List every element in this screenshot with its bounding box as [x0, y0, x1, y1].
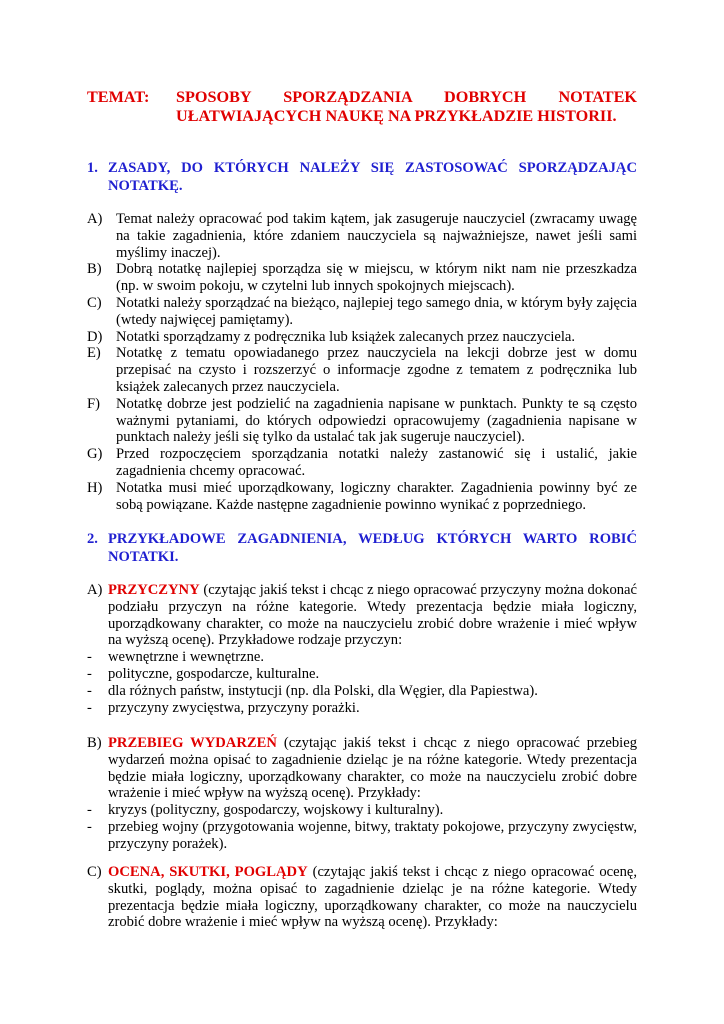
list-item	[87, 211, 637, 261]
list-item-marker: D)	[87, 328, 103, 345]
section-1-list	[87, 211, 637, 513]
dash-item	[87, 802, 637, 819]
list-item-marker: E)	[87, 345, 101, 362]
list-item-text: Notatkę z tematu opowiadanego przez nauczyciela na lekcji dobrze jest w domu przepisać na czysto i rozszerzyć o informacje zgodne z tematem z podręcznika lub książek zalecanych przez nauczyciela.	[116, 345, 637, 395]
block-assessment	[87, 864, 637, 931]
dash-item	[87, 683, 637, 700]
list-item-text: Dobrą notatkę najlepiej sporządza się w miejscu, w którym nikt nam nie przeszkadza (np. w swoim pokoju, w czytelni lub innych spokojnych miejscach).	[116, 261, 637, 295]
block-letter: C)	[87, 864, 102, 880]
block-letter: A)	[87, 582, 103, 598]
dash-marker: -	[87, 802, 92, 819]
dash-marker: -	[87, 665, 92, 682]
dash-item-text: polityczne, gospodarcze, kulturalne.	[108, 665, 320, 682]
section-1-heading-text: ZASADY, DO KTÓRYCH NALEŻY SIĘ ZASTOSOWAĆ SPORZĄDZAJĄC NOTATKĘ.	[108, 160, 637, 194]
block-paragraph	[108, 582, 637, 649]
section-2-number: 2.	[87, 531, 98, 547]
dash-item-text: wewnętrzne i wewnętrzne.	[108, 649, 264, 666]
block-text: (czytając jakiś tekst i chcąc z niego opracować przebieg wydarzeń można opisać to zagadnienie dzieląc je na różne kategorie. Wtedy prezentacja będzie miała logiczny, uporządkowany charakter, co może na nauczycielu zrobić dobre wrażenie i mieć wpływ na wyższą ocenę). Przykłady:	[108, 735, 637, 802]
list-item	[87, 329, 637, 346]
block-paragraph	[108, 864, 637, 931]
list-item-text: Notatki sporządzamy z podręcznika lub książek zalecanych przez nauczyciela.	[116, 328, 576, 345]
block-keyword: PRZYCZYNY	[108, 582, 200, 598]
block-paragraph	[108, 735, 637, 802]
list-item	[87, 480, 637, 514]
list-item-marker: H)	[87, 479, 103, 496]
dash-item-text: dla różnych państw, instytucji (np. dla Polski, dla Węgier, dla Papiestwa).	[108, 682, 538, 699]
list-item-marker: G)	[87, 446, 103, 463]
block-text: (czytając jakiś tekst i chcąc z niego opracować przyczyny można dokonać podziału przyczyn na różne kategorie. Wtedy prezentacja będzie miała logiczny, uporządkowany charakter, co może na nauczycielu zrobić dobre wrażenie i mieć wpływ na wyższą ocenę). Przykładowe rodzaje przyczyn:	[108, 582, 637, 649]
list-item-text: Notatki należy sporządzać na bieżąco, najlepiej tego samego dnia, w którym były zajęcia (wtedy najwięcej pamiętamy).	[116, 294, 637, 328]
block-causes	[87, 582, 637, 716]
list-item-text: Przed rozpoczęciem sporządzania notatki należy zastanowić się i ustalić, jakie zagadnienia chcemy opracować.	[116, 446, 637, 479]
title-label: TEMAT:	[87, 88, 150, 106]
list-item-text: Notatkę dobrze jest podzielić na zagadnienia napisane w punktach. Punkty te są często ważnymi pytaniami, do których odpowiedzi opracowujemy (zagadnienia napisane w punktach należy jeśli się tylko da ustalać tak jak sugeruje nauczyciel).	[116, 395, 637, 446]
list-item	[87, 396, 637, 446]
block-keyword: PRZEBIEG WYDARZEŃ	[108, 735, 277, 751]
list-item-marker: F)	[87, 395, 100, 412]
dash-item	[87, 666, 637, 683]
dash-marker: -	[87, 649, 92, 666]
list-item	[87, 345, 637, 395]
block-body	[108, 582, 637, 649]
list-item	[87, 295, 637, 329]
dash-marker: -	[87, 699, 92, 716]
section-1-heading	[87, 160, 637, 195]
list-item-marker: C)	[87, 294, 102, 311]
block-course-of-events	[87, 735, 637, 853]
dash-marker: -	[87, 682, 92, 699]
list-item	[87, 261, 637, 295]
dash-item	[87, 649, 637, 666]
block-letter: B)	[87, 735, 102, 751]
list-item-marker: A)	[87, 211, 103, 227]
list-item-text: Notatka musi mieć uporządkowany, logiczny charakter. Zagadnienia powinny być ze sobą powiązane. Każde następne zagadnienie powinno wynikać z poprzedniego.	[116, 479, 637, 513]
list-item-text: Temat należy opracować pod takim kątem, jak zasugeruje nauczyciel (zwracamy uwagę na takie zagadnienia, które zdaniem nauczyciela są najważniejsze, nawet jeśli sami myślimy inaczej).	[116, 211, 637, 261]
list-item-marker: B)	[87, 261, 102, 278]
dash-item	[87, 819, 637, 853]
section-2-heading	[87, 531, 637, 566]
dash-item	[87, 700, 637, 717]
list-item	[87, 446, 637, 480]
block-body	[108, 735, 637, 802]
block-body	[108, 864, 637, 931]
section-1-number: 1.	[87, 160, 98, 176]
block-keyword: OCENA, SKUTKI, POGLĄDY	[108, 864, 308, 880]
block-text: (czytając jakiś tekst i chcąc z niego opracować ocenę, skutki, poglądy, można opisać to zagadnienie dzieląc je na różne kategorie. Wtedy prezentacja będzie miała logiczny, uporządkowany charakter, co może na nauczycielu zrobić dobre wrażenie i mieć wpływ na wyższą ocenę). Przykłady:	[108, 864, 637, 931]
section-2-heading-text: PRZYKŁADOWE ZAGADNIENIA, WEDŁUG KTÓRYCH WARTO ROBIĆ NOTATKI.	[108, 531, 637, 565]
dash-item-text: kryzys (polityczny, gospodarczy, wojskowy i kulturalny).	[108, 802, 444, 819]
dash-item-text: przyczyny zwycięstwa, przyczyny porażki.	[108, 699, 360, 716]
dash-marker: -	[87, 818, 92, 835]
title-text: SPOSOBY SPORZĄDZANIA DOBRYCH NOTATEK UŁATWIAJĄCYCH NAUKĘ NA PRZYKŁADZIE HISTORII.	[176, 88, 637, 126]
document-title	[87, 88, 637, 127]
dash-item-text: przebieg wojny (przygotowania wojenne, bitwy, traktaty pokojowe, przyczyny zwycięstw, przyczyny porażek).	[108, 818, 637, 852]
